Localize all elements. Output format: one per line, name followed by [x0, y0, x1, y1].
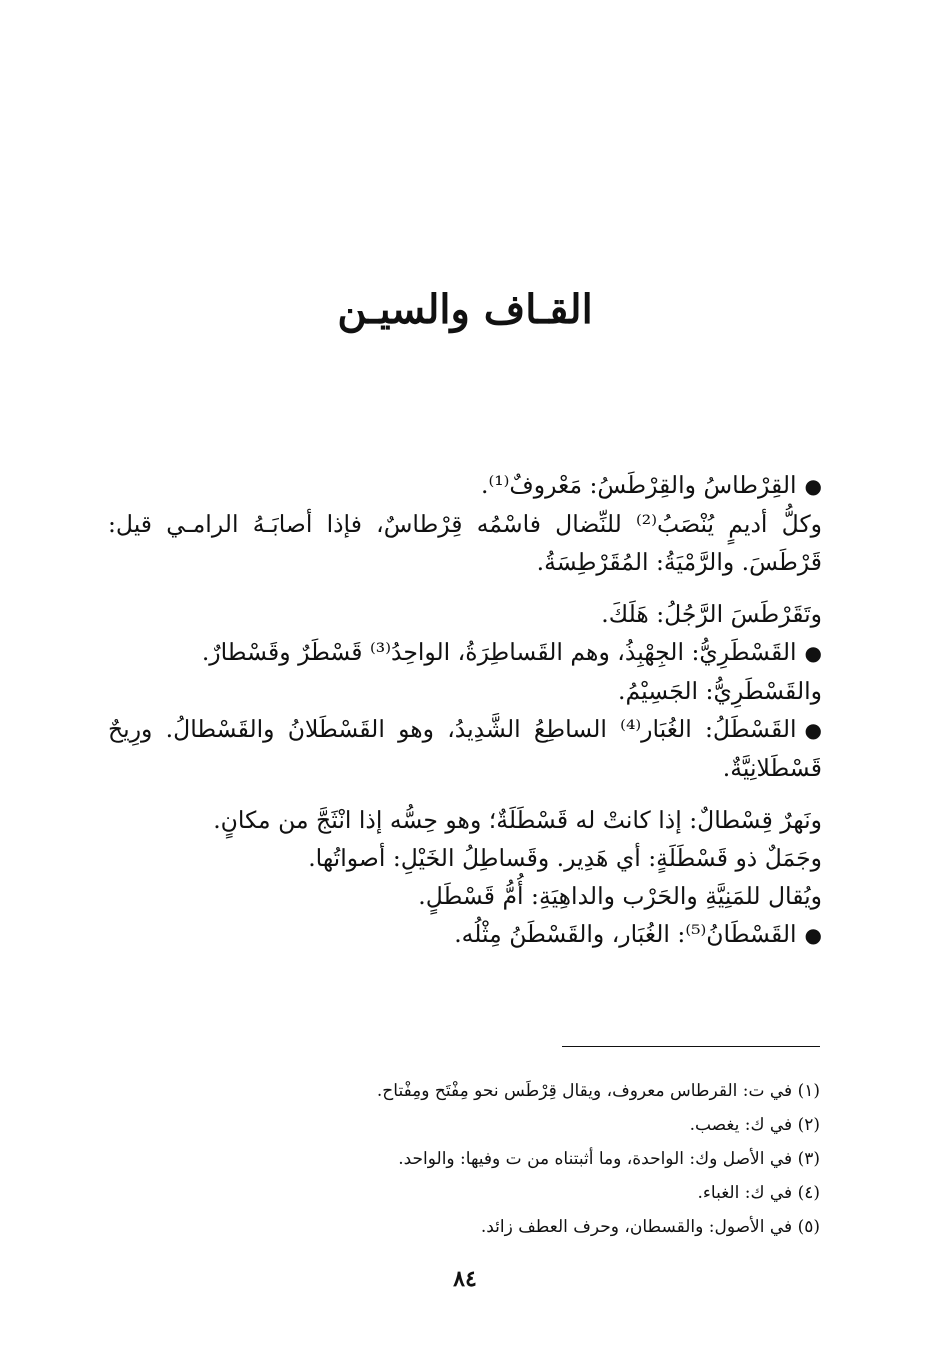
entry-paragraph	[108, 672, 822, 710]
entry-paragraph	[108, 710, 822, 787]
paragraph-text: والقَسْطَرِيُّ: الجَسِيْمُ.	[618, 677, 822, 705]
chapter-title: القـاف والسيـن	[337, 286, 593, 333]
entry-paragraph	[108, 595, 822, 633]
footnote: (٤) في ك: الغباء.	[697, 1183, 820, 1203]
entry-paragraph	[108, 466, 822, 505]
entry-paragraph	[108, 633, 822, 672]
paragraph-text: القَسْطَلُ: الغُبَار⁽⁴⁾ الساطِعُ الشَّدِيدُ، وهو القَسْطَلانُ والقَسْطالُ. ورِيحٌ قَسْطَلانِيَّةٌ.	[108, 715, 822, 782]
paragraph-text: وتَقَرْطَسَ الرَّجُلُ: هَلَكَ.	[601, 600, 822, 628]
bullet-icon: ●	[804, 923, 822, 947]
entry-paragraph	[108, 915, 822, 954]
paragraph-text: القَسْطَانُ⁽⁵⁾: الغُبَار، والقَسْطَنُ مِثْلُه.	[454, 920, 797, 948]
paragraph-text: ويُقال للمَنِيَّةِ والحَرْب والداهِيَةِ: أُمُّ قَسْطَلٍ.	[418, 882, 822, 910]
body-text	[108, 466, 822, 954]
entry-paragraph	[108, 801, 822, 839]
paragraph-text: وجَمَلٌ ذو قَسْطَلَةٍ: أي هَدِير. وقَساطِلُ الخَيْلِ: أصواتُها.	[308, 844, 822, 872]
footnote-divider	[562, 1046, 820, 1047]
footnote: (٣) في الأصل وك: الواحدة، وما أثبتناه من ت وفيها: والواحد.	[398, 1149, 820, 1169]
bullet-icon: ●	[804, 641, 822, 665]
footnote: (٢) في ك: يغصب.	[689, 1115, 820, 1135]
bullet-icon: ●	[804, 718, 822, 742]
paragraph-text: القَسْطَرِيُّ: الجِهْبِذُ، وهم القَساطِرَةُ، الواحِدُ⁽³⁾ قَسْطَرٌ وقَسْطارٌ.	[201, 638, 797, 666]
entry-paragraph	[108, 839, 822, 877]
footnote: (٥) في الأصول: والقسطان، وحرف العطف زائد.	[480, 1217, 820, 1237]
bullet-icon: ●	[804, 474, 822, 498]
entry-paragraph	[108, 877, 822, 915]
paragraph-text: ونَهرٌ قِسْطالٌ: إذا كانتْ له قَسْطَلَةٌ؛ وهو حِسُّه إذا انْثَجَّ من مكانٍ.	[213, 806, 822, 834]
footnote: (١) في ت: القرطاس معروف، ويقال قِرْطَس نحو مِفْتَح ومِفْتاح.	[376, 1081, 820, 1101]
footnotes	[108, 1074, 820, 1244]
paragraph-text: وكلُّ أديمٍ يُنْصَبُ⁽²⁾ للنِّضال فاسْمُه قِرْطاسٌ، فإذا أصابَـهُ الرامـي قيل: قَرْطَسَ. والرَّمْيَةُ: المُقَرْطِسَةُ.	[108, 510, 822, 576]
entry-paragraph	[108, 505, 822, 581]
page-number: ٨٤	[453, 1266, 477, 1292]
paragraph-text: القِرْطاسُ والقِرْطَسُ: مَعْروفٌ⁽¹⁾.	[480, 471, 797, 499]
